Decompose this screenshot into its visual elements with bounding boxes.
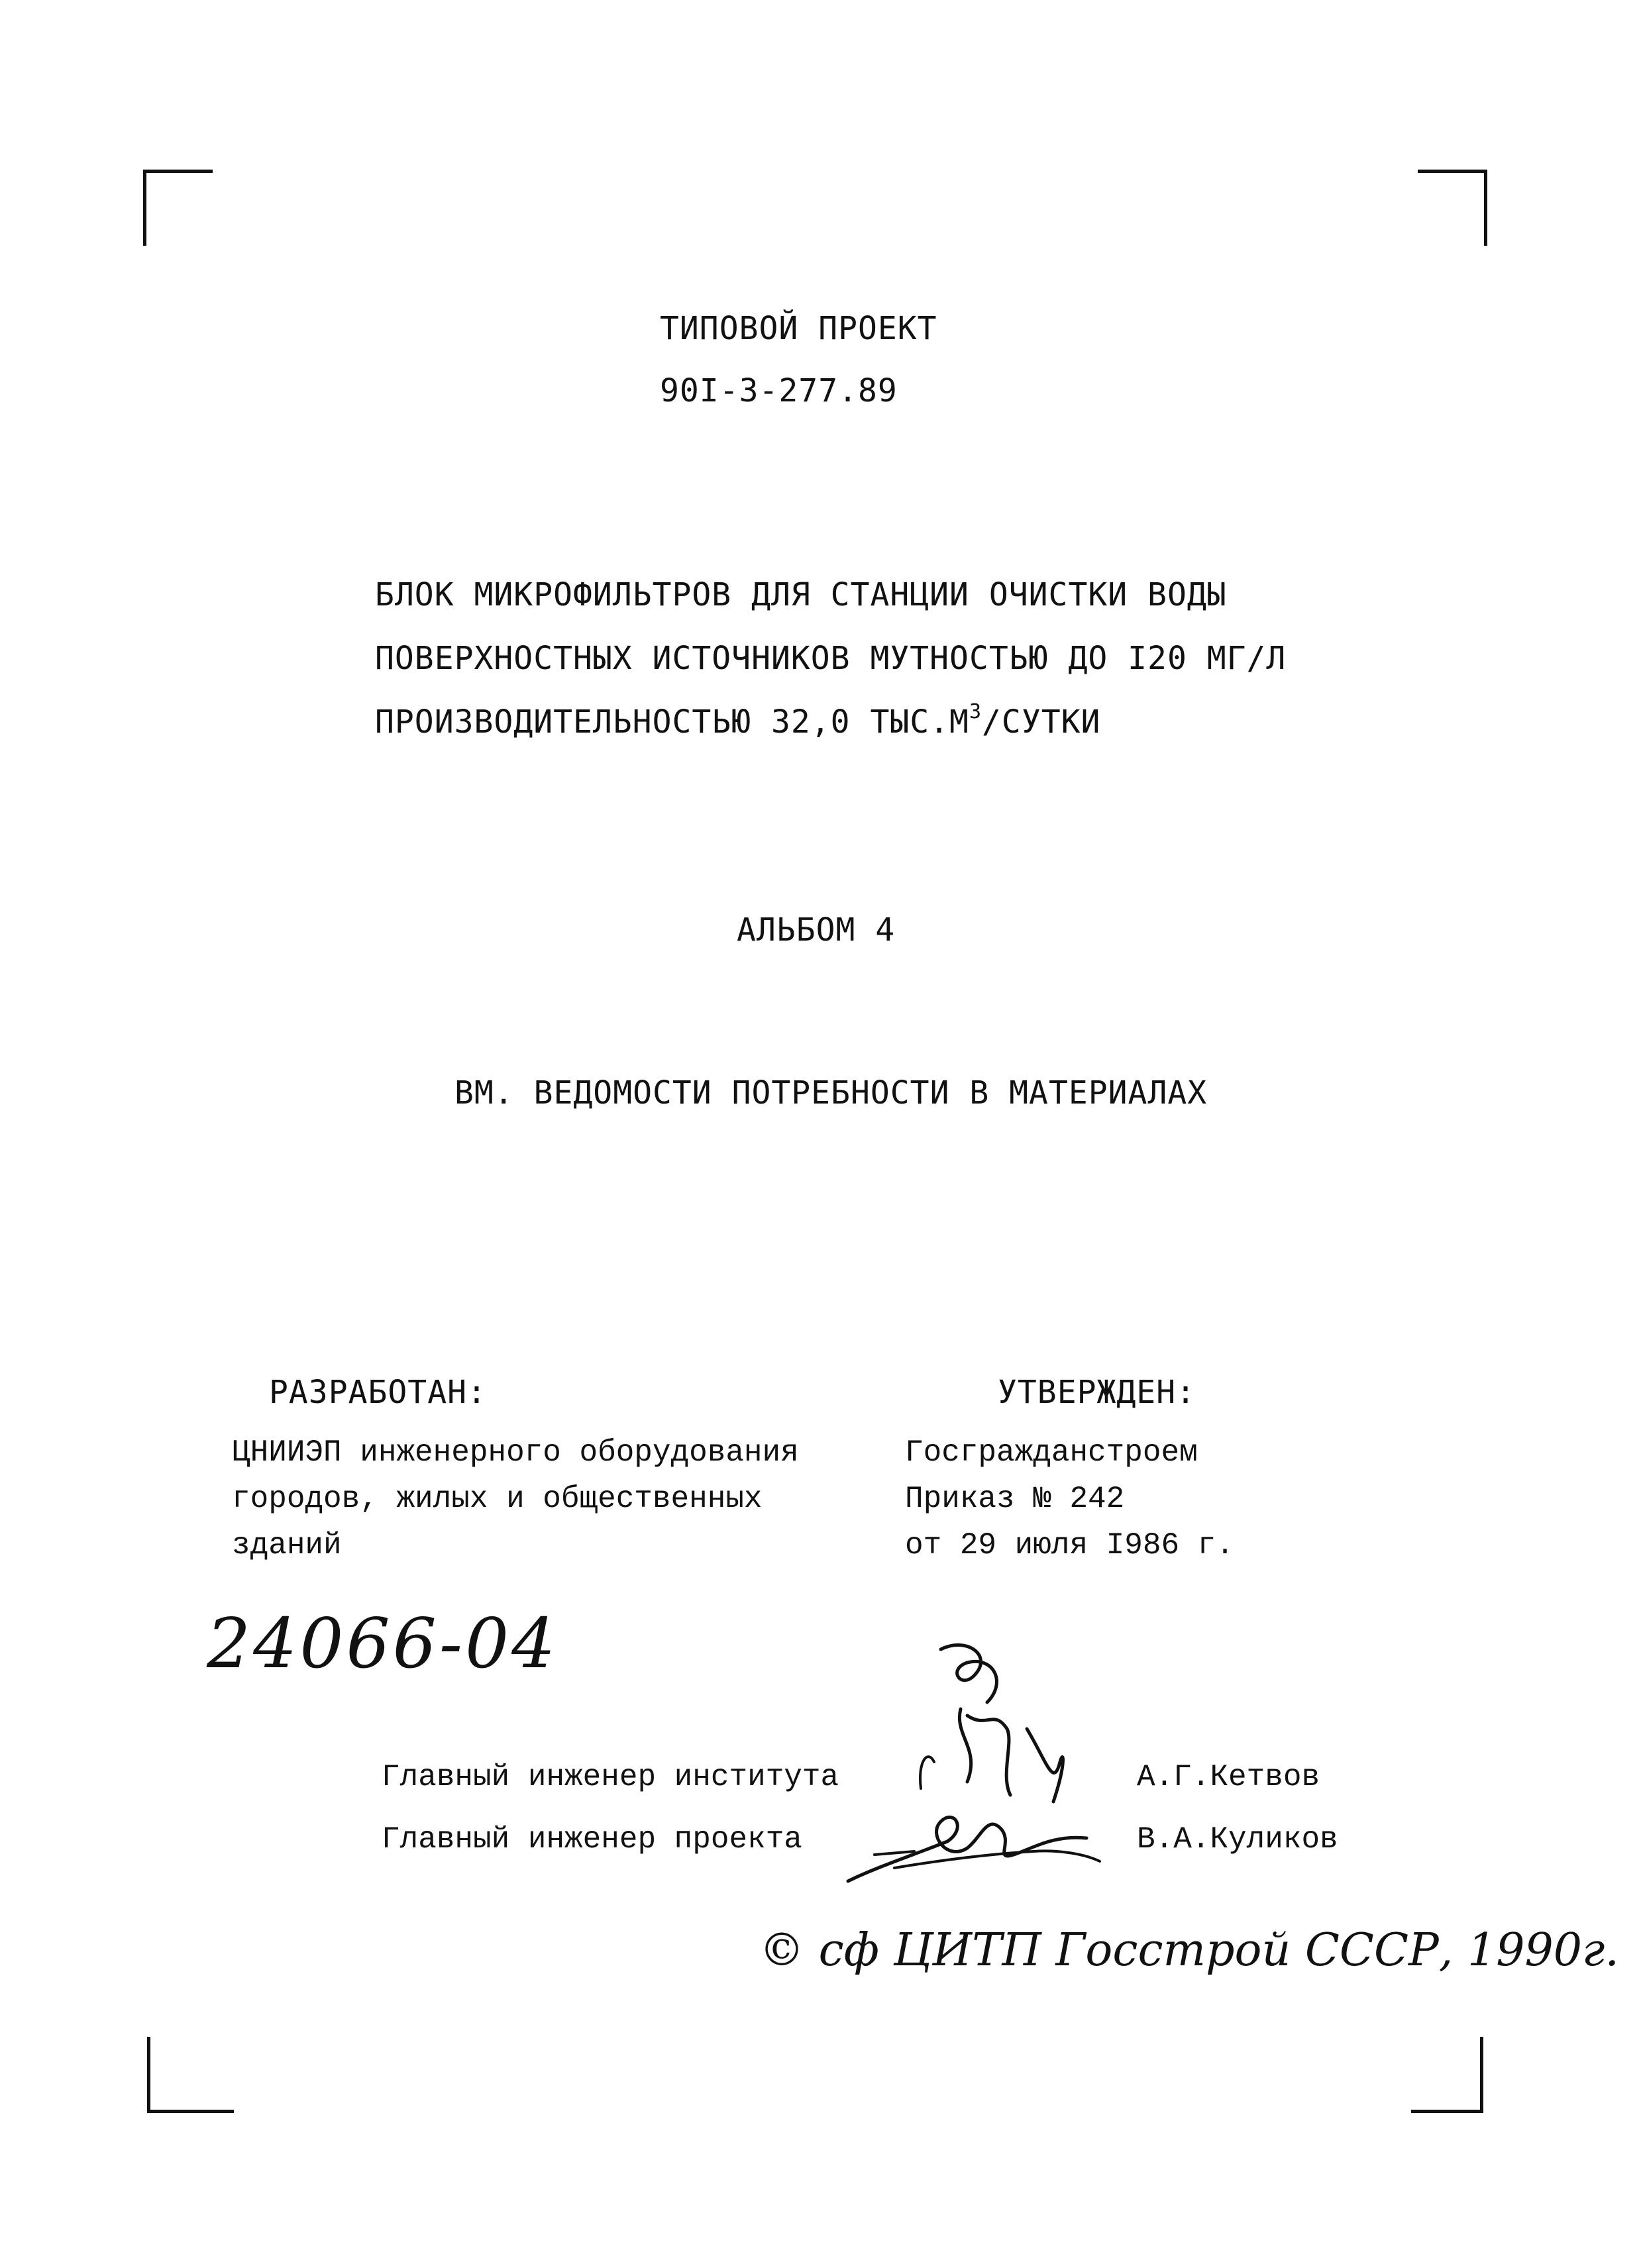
signatory-name-2: В.А.Куликов	[1137, 1822, 1338, 1857]
approved-line-1: Госгражданстроем	[905, 1435, 1198, 1470]
title-line-3-tail: /СУТКИ	[982, 703, 1101, 741]
approved-line-2: Приказ № 242	[905, 1482, 1125, 1516]
title-line-3	[375, 700, 1101, 742]
developed-heading: РАЗРАБОТАН:	[269, 1374, 487, 1411]
corner-mark-bottom-right	[1411, 2037, 1483, 2113]
title-line-1: БЛОК МИКРОФИЛЬТРОВ ДЛЯ СТАНЦИИ ОЧИСТКИ ВОДЫ	[375, 576, 1227, 613]
album-label: АЛЬБОМ 4	[737, 911, 896, 949]
signatory-role-2: Главный инженер проекта	[382, 1822, 802, 1857]
corner-mark-top-left	[143, 170, 213, 246]
title-line-3-main: ПРОИЗВОДИТЕЛЬНОСТЬЮ 32,0 ТЫС.М	[375, 703, 969, 741]
section-title: ВМ. ВЕДОМОСТИ ПОТРЕБНОСТИ В МАТЕРИАЛАХ	[454, 1074, 1208, 1111]
corner-mark-bottom-left	[147, 2037, 234, 2113]
copyright-stamp: © сф ЦИТП Госстрой СССР, 1990г.	[759, 1924, 1620, 1977]
title-line-3-superscript: 3	[969, 700, 982, 723]
developed-line-2: городов, жилых и общественных	[232, 1482, 763, 1516]
project-number: 90I-3-277.89	[660, 372, 898, 409]
signature-chief-engineer-project	[835, 1788, 1113, 1894]
developed-line-3: зданий	[232, 1528, 342, 1563]
title-line-2: ПОВЕРХНОСТНЫХ ИСТОЧНИКОВ МУТНОСТЬЮ ДО I20 МГ/Л	[375, 640, 1287, 677]
project-type: ТИПОВОЙ ПРОЕКТ	[660, 310, 937, 347]
signatory-name-1: А.Г.Кетвов	[1137, 1760, 1320, 1794]
approved-line-3: от 29 июля I986 г.	[905, 1528, 1234, 1563]
approved-heading: УТВЕРЖДЕН:	[998, 1374, 1196, 1411]
handwritten-number: 24066-04	[207, 1603, 558, 1684]
developed-line-1: ЦНИИЭП инженерного оборудования	[232, 1435, 799, 1470]
signatory-role-1: Главный инженер института	[382, 1760, 839, 1794]
corner-mark-top-right	[1418, 170, 1487, 246]
